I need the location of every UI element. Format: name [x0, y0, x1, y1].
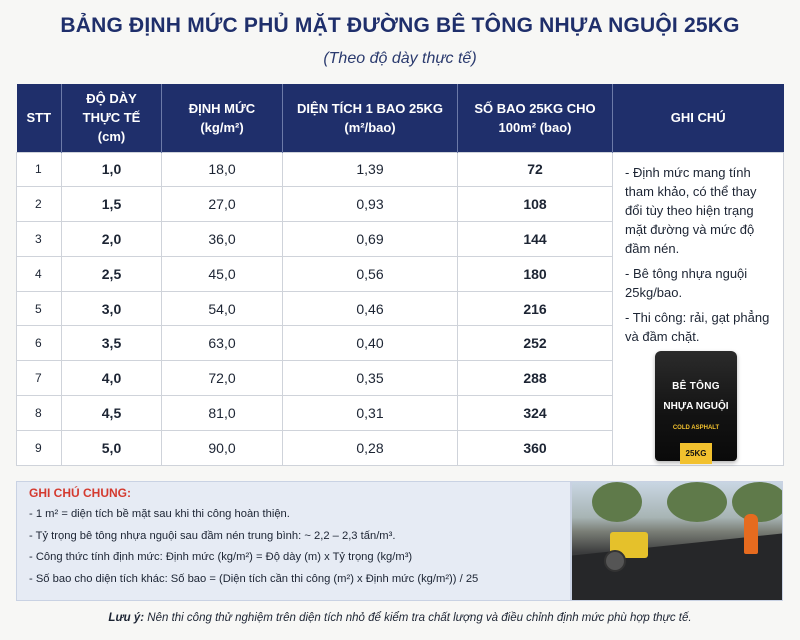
cell-rate: 45,0: [162, 256, 283, 291]
header-stt: STT: [17, 84, 62, 152]
general-notes-box: [16, 481, 571, 601]
worker-figure: [744, 514, 758, 554]
cell-bags: 252: [458, 326, 613, 361]
cell-thickness: 2,5: [62, 256, 162, 291]
cell-stt: 4: [17, 256, 62, 291]
cell-stt: 1: [17, 152, 62, 187]
cell-area: 0,56: [283, 256, 458, 291]
note-item: - Bê tông nhựa nguội 25kg/bao.: [625, 265, 748, 300]
tree-shape: [732, 482, 783, 522]
cell-area: 1,39: [283, 152, 458, 187]
cell-rate: 36,0: [162, 222, 283, 257]
header-bags: SỐ BAO 25KG CHO 100m² (bao): [458, 84, 613, 152]
notes-cell: [613, 152, 784, 465]
cell-stt: 7: [17, 361, 62, 396]
cell-bags: 288: [458, 361, 613, 396]
cell-stt: 6: [17, 326, 62, 361]
cell-rate: 27,0: [162, 187, 283, 222]
cell-area: 0,69: [283, 222, 458, 257]
cell-thickness: 4,5: [62, 396, 162, 431]
cell-area: 0,31: [283, 396, 458, 431]
cell-bags: 324: [458, 396, 613, 431]
page-title: BẢNG ĐỊNH MỨC PHỦ MẶT ĐƯỜNG BÊ TÔNG NHỰA NGUỘI 25KG: [60, 14, 740, 37]
cell-stt: 8: [17, 396, 62, 431]
cell-bags: 108: [458, 187, 613, 222]
footnote-text: Nên thi công thử nghiệm trên diện tích nhỏ để kiểm tra chất lượng và điều chỉnh định mức phù hợp thực tế.: [144, 612, 692, 624]
road-paving-photo: [571, 481, 783, 601]
cell-thickness: 3,5: [62, 326, 162, 361]
table-header-row: [17, 84, 784, 152]
cell-area: 0,40: [283, 326, 458, 361]
cell-thickness: 2,0: [62, 222, 162, 257]
cell-stt: 9: [17, 430, 62, 465]
road-roller-drum: [604, 550, 626, 572]
cell-area: 0,93: [283, 187, 458, 222]
cell-rate: 81,0: [162, 396, 283, 431]
general-note-item: - 1 m² = diện tích bề mặt sau khi thi công hoàn thiện.: [29, 508, 290, 520]
general-note-item: - Công thức tính định mức: Định mức (kg/m²) = Độ dày (m) x Tỷ trọng (kg/m³): [29, 551, 413, 563]
cell-stt: 3: [17, 222, 62, 257]
cell-rate: 18,0: [162, 152, 283, 187]
general-note-item: - Tỷ trọng bê tông nhựa nguội sau đầm nén trung bình: ~ 2,2 – 2,3 tấn/m³.: [29, 529, 396, 542]
tree-shape: [592, 482, 642, 522]
tree-shape: [667, 482, 727, 522]
footnote: [0, 612, 800, 624]
header-notes: GHI CHÚ: [613, 84, 784, 152]
cell-thickness: 1,5: [62, 187, 162, 222]
header-thickness: ĐỘ DÀY THỰC TẾ (cm): [62, 84, 162, 152]
footnote-label: Lưu ý:: [108, 612, 145, 624]
cell-area: 0,28: [283, 430, 458, 465]
cell-stt: 5: [17, 291, 62, 326]
cell-area: 0,35: [283, 361, 458, 396]
note-item: - Định mức mang tính tham khảo, có thể thay đổi tùy theo hiện trạng mặt đường và mức độ đầm nén.: [625, 164, 757, 256]
cell-bags: 216: [458, 291, 613, 326]
cell-bags: 144: [458, 222, 613, 257]
cell-thickness: 5,0: [62, 430, 162, 465]
cell-thickness: 4,0: [62, 361, 162, 396]
cell-rate: 63,0: [162, 326, 283, 361]
cell-rate: 90,0: [162, 430, 283, 465]
header-area: DIỆN TÍCH 1 BAO 25KG (m²/bao): [283, 84, 458, 152]
page-subtitle: (Theo độ dày thực tế): [323, 50, 477, 67]
note-item: - Thi công: rải, gạt phẳng và đầm chặt.: [625, 309, 770, 344]
header-rate: ĐỊNH MỨC (kg/m²): [162, 84, 283, 152]
cell-bags: 360: [458, 430, 613, 465]
bag-label-line1: BÊ TÔNG: [672, 380, 720, 392]
cell-thickness: 1,0: [62, 152, 162, 187]
norm-table: [16, 84, 784, 466]
table-row: [17, 152, 784, 187]
cell-bags: 180: [458, 256, 613, 291]
asphalt-bag-image: [655, 351, 737, 461]
cell-thickness: 3,0: [62, 291, 162, 326]
cell-rate: 72,0: [162, 361, 283, 396]
general-note-item: - Số bao cho diện tích khác: Số bao = (Diện tích cần thi công (m²) x Định mức (kg/m²)) / 25: [29, 572, 479, 585]
cell-area: 0,46: [283, 291, 458, 326]
bag-label-line2: NHỰA NGUỘI: [663, 400, 729, 412]
bag-weight-badge: 25KG: [680, 443, 713, 464]
cell-rate: 54,0: [162, 291, 283, 326]
general-notes-title: GHI CHÚ CHUNG:: [29, 486, 131, 500]
cell-stt: 2: [17, 187, 62, 222]
cell-bags: 72: [458, 152, 613, 187]
bag-label-line3: COLD ASPHALT: [672, 424, 720, 431]
